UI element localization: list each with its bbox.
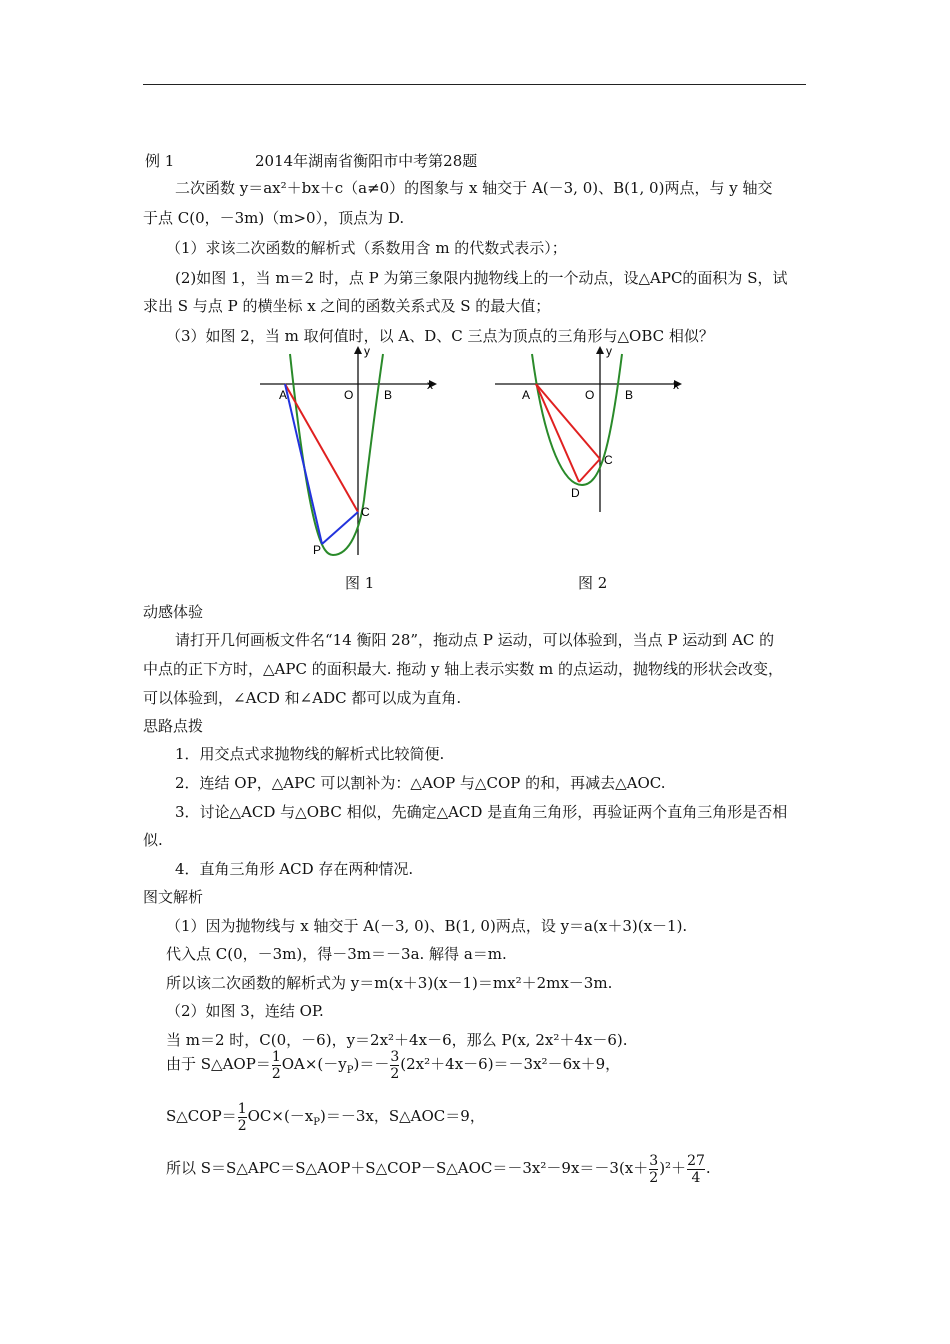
fig1-label-A: A: [279, 388, 288, 402]
fig2-label-C: C: [604, 453, 613, 467]
hint-1: 1．用交点式求抛物线的解析式比较简便.: [175, 745, 445, 763]
example-title: [145, 150, 478, 171]
problem-line-2: 于点 C(0，－3m)（m>0），顶点为 D.: [143, 209, 405, 227]
solution-2: 代入点 C(0，－3m)，得－3m＝－3a. 解得 a＝m.: [166, 945, 507, 963]
fig1-label-C: C: [361, 505, 370, 519]
dynamic-line-3: 可以体验到，∠ACD 和∠ADC 都可以成为直角.: [143, 689, 462, 707]
question-2a: (2)如图 1，当 m＝2 时，点 P 为第三象限内抛物线上的一个动点，设△APC的面积为 S，试: [175, 269, 788, 287]
example-source: 2014年湖南省衡阳市中考第28题: [255, 152, 478, 170]
dynamic-line-1: 请打开几何画板文件名“14 衡阳 28”，拖动点 P 运动，可以体验到，当点 P 运动到 AC 的: [175, 631, 775, 649]
section-heading-dynamic: 动感体验: [143, 603, 204, 621]
fig1-label-O: O: [344, 388, 354, 402]
figure-2-caption: 图 2: [578, 574, 608, 592]
dynamic-line-2: 中点的正下方时，△APC 的面积最大. 拖动 y 轴上表示实数 m 的点运动，抛物线的形状会改变，: [143, 660, 784, 678]
solution-5: 当 m＝2 时，C(0，－6)，y＝2x²＋4x－6，那么 P(x, 2x²＋4x－6).: [166, 1031, 628, 1049]
figure-1-caption: 图 1: [345, 574, 375, 592]
eq3-mid: )²＋: [659, 1159, 687, 1177]
eq2-pre: S△COP＝: [166, 1107, 237, 1125]
question-2b: 求出 S 与点 P 的横坐标 x 之间的函数关系式及 S 的最大值；: [143, 297, 551, 315]
hint-4: 4．直角三角形 ACD 存在两种情况.: [175, 860, 414, 878]
section-heading-solution: 图文解析: [143, 888, 204, 906]
example-label: 例 1: [145, 152, 175, 170]
eq3-pre: 所以 S＝S△APC＝S△AOP＋S△COP－S△AOC＝－3x²－9x＝－3(x＋: [166, 1159, 649, 1177]
fig1-label-x: x: [427, 378, 433, 392]
eq1-mid2: )＝－: [353, 1055, 390, 1073]
fig1-label-P: P: [313, 543, 322, 557]
eq3-post: .: [705, 1159, 711, 1177]
hint-2: 2．连结 OP，△APC 可以割补为：△AOP 与△COP 的和，再减去△AOC.: [175, 774, 666, 792]
fraction-three-halves-2: $\frac{3}{2}$: [649, 1152, 659, 1186]
section-heading-hints: 思路点拨: [143, 717, 204, 735]
fraction-three-halves: $\frac{3}{2}$: [390, 1048, 400, 1082]
header-rule: [143, 84, 806, 85]
eq1-post: (2x²＋4x－6)＝－3x²－6x＋9，: [400, 1055, 621, 1073]
hint-3b: 似.: [143, 831, 163, 849]
eq1-pre: 由于 S△AOP＝: [166, 1055, 271, 1073]
eq1-mid: OA×(－y: [281, 1055, 347, 1073]
fig2-label-B: B: [625, 388, 634, 402]
solution-1: （1）因为抛物线与 x 轴交于 A(－3, 0)、B(1, 0)两点，设 y＝a(x＋3)(x－1).: [166, 917, 688, 935]
fraction-one-half-2: $\frac{1}{2}$: [237, 1100, 247, 1134]
equation-2: S△COP＝ $\frac{1}{2}$ $OC\times(-x_P)=-3x$，S△AOC＝9，: [166, 1100, 485, 1134]
hint-3a: 3．讨论△ACD 与△OBC 相似，先确定△ACD 是直角三角形，再验证两个直角三角形是否相: [175, 803, 788, 821]
eq2-post: )＝－3x，S△AOC＝9，: [320, 1107, 485, 1125]
eq2-mid: OC×(－x: [247, 1107, 314, 1125]
fig2-label-O: O: [585, 388, 595, 402]
solution-3: 所以该二次函数的解析式为 y＝m(x＋3)(x－1)＝mx²＋2mx－3m.: [166, 974, 613, 992]
fig2-label-y: y: [606, 344, 612, 358]
figure-1: [255, 340, 445, 570]
fig1-label-B: B: [384, 388, 393, 402]
solution-4: （2）如图 3，连结 OP.: [166, 1002, 324, 1020]
figure-2: [490, 340, 690, 520]
equation-1: 由于 S△AOP＝ $\frac{1}{2}$ $OA\times(-y_P)=-$ $\frac{3}{2}$ (2x²＋4x－6)＝－3x²－6x＋9，: [166, 1048, 621, 1082]
problem-line-1: 二次函数 y＝ax²＋bx＋c（a≠0）的图象与 x 轴交于 A(－3, 0)、B(1, 0)两点，与 y 轴交: [175, 179, 773, 197]
fig1-label-y: y: [364, 344, 370, 358]
question-1: （1）求该二次函数的解析式（系数用含 m 的代数式表示）；: [166, 239, 567, 257]
fraction-one-half: $\frac{1}{2}$: [271, 1048, 281, 1082]
fig2-label-x: x: [673, 378, 679, 392]
fig2-label-D: D: [571, 486, 580, 500]
fraction-27-quarters: $\frac{27}{4}$: [687, 1152, 705, 1186]
equation-3: [166, 1150, 711, 1186]
fig2-label-A: A: [522, 388, 531, 402]
question-3: （3）如图 2，当 m 取何值时，以 A、D、C 三点为顶点的三角形与△OBC 相似？: [166, 327, 714, 345]
